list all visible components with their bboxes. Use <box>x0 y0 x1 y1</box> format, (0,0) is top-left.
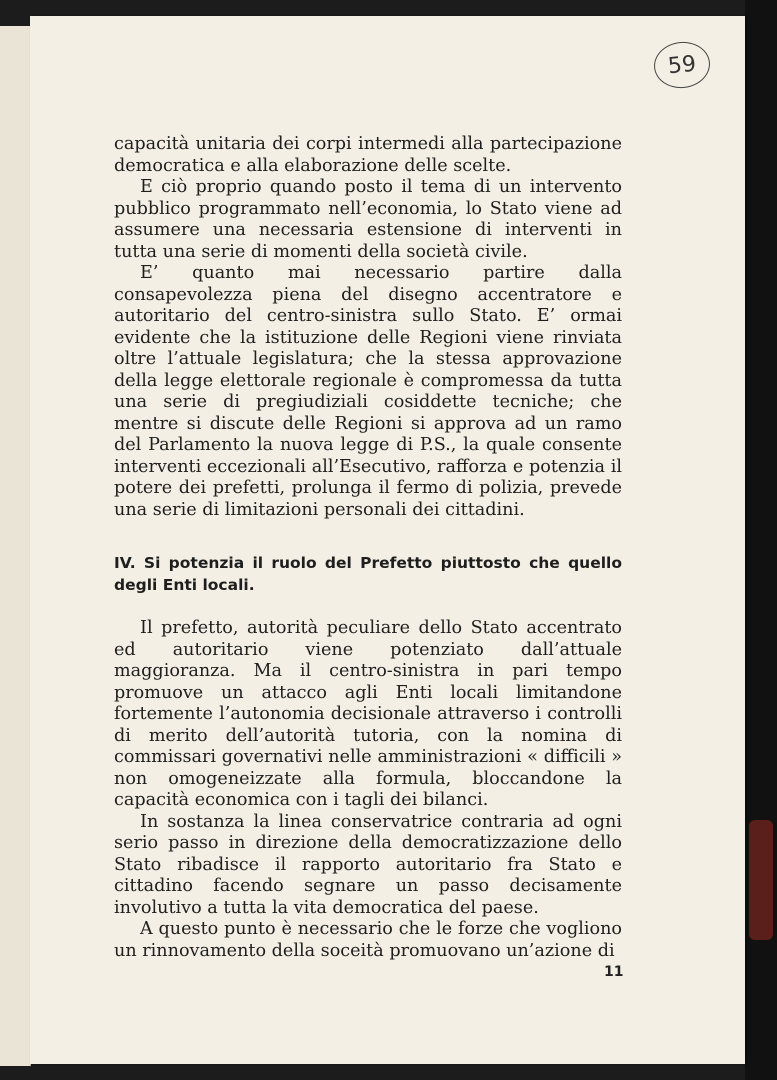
body-text <box>114 134 622 962</box>
paragraph: In sostanza la linea conservatrice contraria ad ogni serio passo in direzione della democratizzazione dello Stato ribadisce il rapporto autoritario fra Stato e cittadino facendo segnare un passo decisamente involutivo a tutta la vita democratica del paese. <box>114 811 622 918</box>
adjacent-page-edge <box>0 26 31 1066</box>
paragraph: E’ quanto mai necessario partire dalla consapevolezza piena del disegno accentratore e autoritario del centro-sinistra sullo Stato. E’ ormai evidente che la istituzione delle Regioni viene rinviata oltre l’attuale legislatura; che la stessa approvazione della legge elettorale regionale è compromessa da tutta una serie di pregiudiziali cosiddette tecniche; che mentre si discute delle Regioni si approva ad un ramo del Parlamento la nuova legge di P.S., la quale consente interventi eccezionali all’Esecutivo, rafforza e potenzia il potere dei prefetti, prolunga il fermo di polizia, prevede una serie di limitazioni personali dei cittadini. <box>114 263 622 520</box>
paragraph: Il prefetto, autorità peculiare dello Stato accentrato ed autoritario viene potenziato dall’attuale maggioranza. Ma il centro-sinistra in pari tempo promuove un attacco agli Enti locali limitandone fortemente l’autonomia decisionale attraverso i controlli di merito dell’autorità tutoria, con la nomina di commissari governativi nelle amministrazioni « difficili » non omogeneizzate alla formula, bloccandone la capacità economica con i tagli dei bilanci. <box>114 618 622 810</box>
binding-mark <box>749 820 773 940</box>
paragraph: E ciò proprio quando posto il tema di un intervento pubblico programmato nell’economia, lo Stato viene ad assumere una necessaria estensione di interventi in tutta una serie di momenti della società civile. <box>114 177 622 262</box>
scan-background-right <box>745 0 777 1080</box>
handwritten-page-number: 59 <box>652 39 713 91</box>
paragraph: A questo punto è necessario che le forze che vogliono un rinnovamento della soceità promuovano un’azione di <box>114 919 622 961</box>
paragraph: capacità unitaria dei corpi intermedi alla partecipazione democratica e alla elaborazione delle scelte. <box>114 134 622 176</box>
page-number: 11 <box>604 964 624 980</box>
document-page <box>30 16 745 1064</box>
section-heading: IV. Si potenzia il ruolo del Prefetto piuttosto che quello degli Enti locali. <box>114 554 622 594</box>
